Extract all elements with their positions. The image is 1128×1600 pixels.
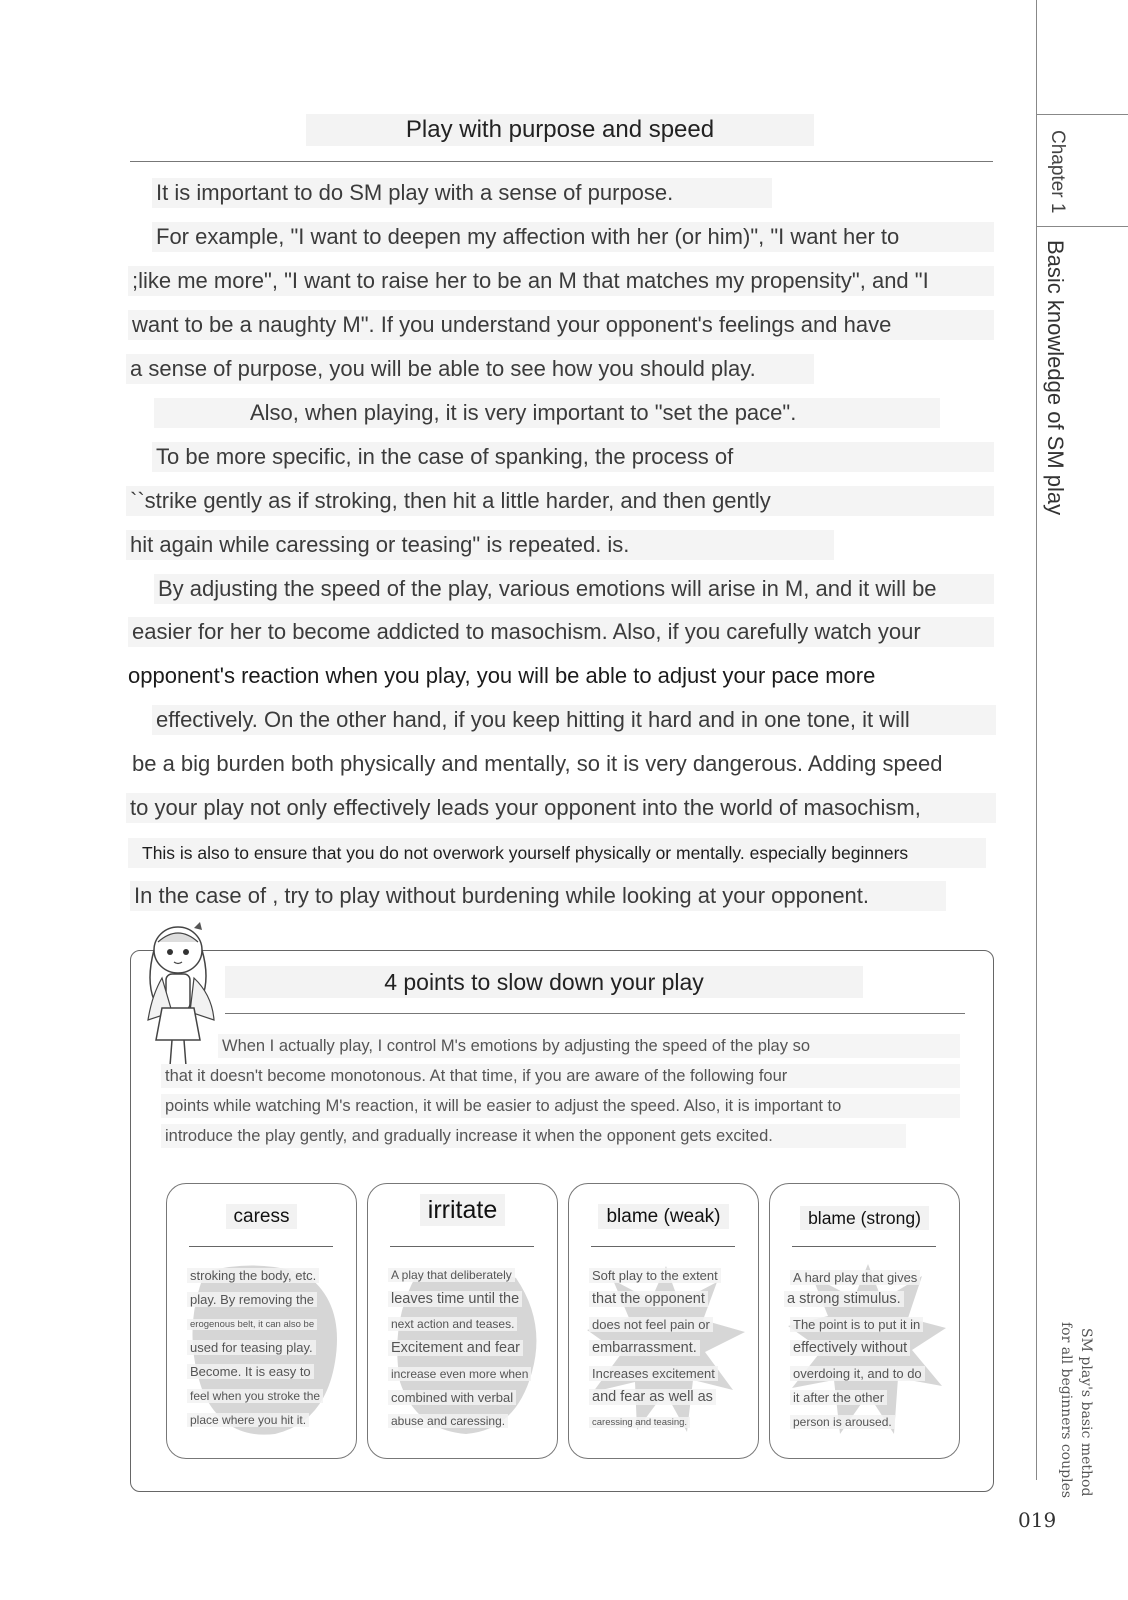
card-line: used for teasing play. (187, 1340, 316, 1355)
page-number: 019 (1018, 1508, 1057, 1532)
card-line: Soft play to the extent (589, 1268, 721, 1283)
card-line: overdoing it, and to do (790, 1366, 925, 1381)
card-blame-weak (568, 1183, 759, 1459)
chapter-title: Basic knowledge of SM play (1043, 240, 1068, 516)
body-line: effectively. On the other hand, if you keep hitting it hard and in one tone, it will (152, 705, 996, 735)
card-line: increase even more when (388, 1367, 531, 1381)
card-line: abuse and caressing. (388, 1414, 508, 1428)
body-line: It is important to do SM play with a sense of purpose. (152, 178, 772, 208)
card-line: combined with verbal (388, 1390, 516, 1405)
card-line: erogenous belt, it can also be (187, 1319, 317, 1330)
card-divider (792, 1246, 936, 1247)
card-line: play. By removing the (187, 1292, 317, 1307)
body-line: a sense of purpose, you will be able to see how you should play. (126, 354, 814, 384)
card-line: a strong stimulus. (784, 1291, 904, 1307)
body-line: To be more specific, in the case of spanking, the process of (152, 442, 994, 472)
card-line: effectively without (790, 1340, 910, 1356)
card-line: person is aroused. (790, 1415, 895, 1429)
section-title: Play with purpose and speed (306, 114, 814, 146)
box-title-divider (225, 1013, 965, 1014)
body-line: easier for her to become addicted to masochism. Also, if you carefully watch your (128, 617, 994, 647)
card-title: caress (167, 1206, 356, 1228)
card-irritate (367, 1183, 558, 1459)
box-title: 4 points to slow down your play (225, 966, 863, 998)
card-title: blame (weak) (569, 1206, 758, 1228)
card-title: irritate (368, 1196, 557, 1225)
card-line: embarrassment. (589, 1340, 700, 1356)
body-line: For example, "I want to deepen my affection with her (or him)", "I want her to (152, 222, 994, 252)
book-footer-subtitle: for all beginners couples (1058, 1322, 1074, 1499)
card-line: The point is to put it in (790, 1317, 923, 1332)
body-line: ;like me more", "I want to raise her to be an M that matches my propensity", and "I (128, 266, 994, 296)
book-footer-title: SM play's basic method (1078, 1328, 1094, 1497)
box-line: When I actually play, I control M's emotions by adjusting the speed of the play so (218, 1034, 960, 1058)
card-line: leaves time until the (388, 1291, 522, 1307)
card-line: Increases excitement (589, 1366, 718, 1381)
card-divider (591, 1246, 735, 1247)
card-caress (166, 1183, 357, 1459)
card-line: A play that deliberately (388, 1268, 515, 1282)
chapter-label: Chapter 1 (1047, 130, 1068, 214)
card-line: does not feel pain or (589, 1317, 713, 1332)
card-line: stroking the body, etc. (187, 1268, 319, 1283)
body-line: want to be a naughty M". If you understand your opponent's feelings and have (128, 310, 994, 340)
body-line: Also, when playing, it is very important to "set the pace". (154, 398, 940, 428)
title-divider (130, 161, 993, 162)
card-line: A hard play that gives (790, 1270, 920, 1285)
side-rail-line (1036, 0, 1037, 1480)
body-line: By adjusting the speed of the play, various emotions will arise in M, and it will be (154, 574, 994, 604)
card-line: Become. It is easy to (187, 1364, 314, 1379)
body-line: opponent's reaction when you play, you will be able to adjust your pace more (128, 663, 876, 688)
card-line: place where you hit it. (187, 1413, 309, 1427)
card-divider (390, 1246, 534, 1247)
card-line: it after the other (790, 1390, 887, 1405)
side-rail-divider (1036, 226, 1128, 227)
body-line: hit again while caressing or teasing" is repeated. is. (126, 530, 834, 560)
side-rail (1036, 0, 1128, 1499)
box-line: that it doesn't become monotonous. At that time, if you are aware of the following four (161, 1064, 960, 1088)
body-line: ``strike gently as if stroking, then hit a little harder, and then gently (126, 486, 994, 516)
card-line: Excitement and fear (388, 1340, 523, 1356)
card-line: that the opponent (589, 1291, 708, 1307)
mascot-illustration (132, 920, 224, 1070)
card-divider (189, 1246, 333, 1247)
card-line: feel when you stroke the (187, 1389, 323, 1403)
body-line: In the case of , try to play without burdening while looking at your opponent. (130, 881, 946, 911)
box-line: introduce the play gently, and gradually increase it when the opponent gets excited. (161, 1124, 906, 1148)
body-line: be a big burden both physically and mentally, so it is very dangerous. Adding speed (132, 751, 943, 776)
box-line: points while watching M's reaction, it will be easier to adjust the speed. Also, it is important to (161, 1094, 960, 1118)
card-line: next action and teases. (388, 1317, 517, 1331)
card-title: blame (strong) (770, 1208, 959, 1229)
body-line: to your play not only effectively leads your opponent into the world of masochism, (126, 793, 996, 823)
side-rail-divider (1036, 114, 1128, 115)
body-line: This is also to ensure that you do not overwork yourself physically or mentally. especially beginners (128, 838, 986, 868)
card-line: and fear as well as (589, 1389, 716, 1405)
card-blame-strong (769, 1183, 960, 1459)
card-line: caressing and teasing. (589, 1417, 690, 1428)
